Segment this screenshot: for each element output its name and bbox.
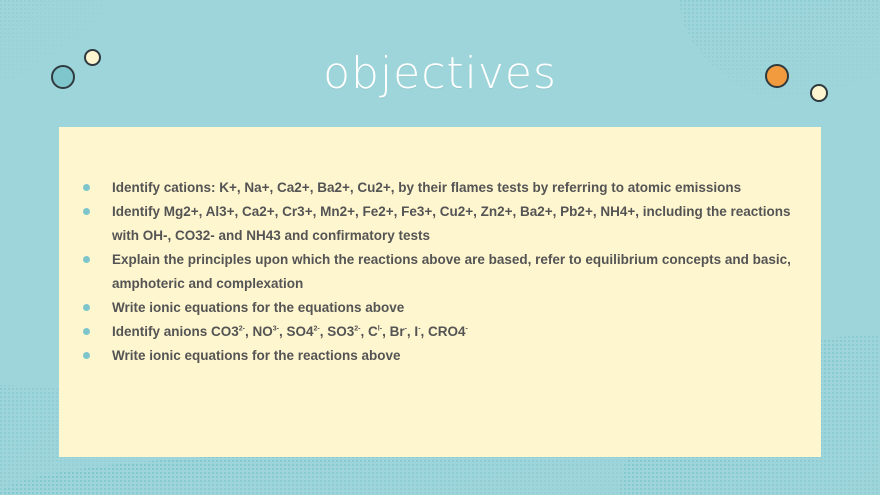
bullet-icon [83,328,90,335]
list-item-text: , C [360,324,378,339]
superscript: 2- [238,325,246,333]
bullet-icon [83,256,90,263]
list-item-text: , SO4 [279,324,314,339]
superscript: 3- [272,325,280,333]
list-item [80,296,800,320]
list-item [80,176,800,200]
list-item [80,344,800,368]
list-item [80,320,800,344]
list-item-text: Explain the principles upon which the reactions above are based, refer to equilibrium concepts and basic, amphoteric and complexation [112,252,791,291]
list-item-text: , NO [245,324,273,339]
superscript: l- [377,325,383,333]
list-item-text: , SO3 [319,324,355,339]
bullet-icon [83,208,90,215]
objectives-list [80,176,800,368]
list-item [80,248,800,296]
list-item-text: Write ionic equations for the reactions above [112,348,401,363]
bullet-icon [83,352,90,359]
list-item-text: Identify Mg2+, Al3+, Ca2+, Cr3+, Mn2+, Fe2+, Fe3+, Cu2+, Zn2+, Ba2+, Pb2+, NH4+, including the reactions with OH-, CO32- and NH43 and confirmatory tests [112,204,791,243]
list-item-text: Write ionic equations for the equations above [112,300,405,315]
bullet-icon [83,304,90,311]
list-item-text: , Br [382,324,405,339]
superscript: 2- [354,325,361,333]
superscript: - [465,325,468,333]
page-title: objectives [323,48,557,99]
superscript: 2- [313,325,320,333]
list-item-text: Identify anions CO3 [112,324,239,339]
list-item-text: , CRO4 [420,324,466,339]
bullet-icon [83,184,90,191]
list-item-text: Identify cations: K+, Na+, Ca2+, Ba2+, Cu2+, by their flames tests by referring to atomic emissions [112,180,742,195]
superscript: - [418,325,421,333]
list-item [80,200,800,248]
list-item-text: , I [406,324,419,339]
superscript: - [404,325,407,333]
